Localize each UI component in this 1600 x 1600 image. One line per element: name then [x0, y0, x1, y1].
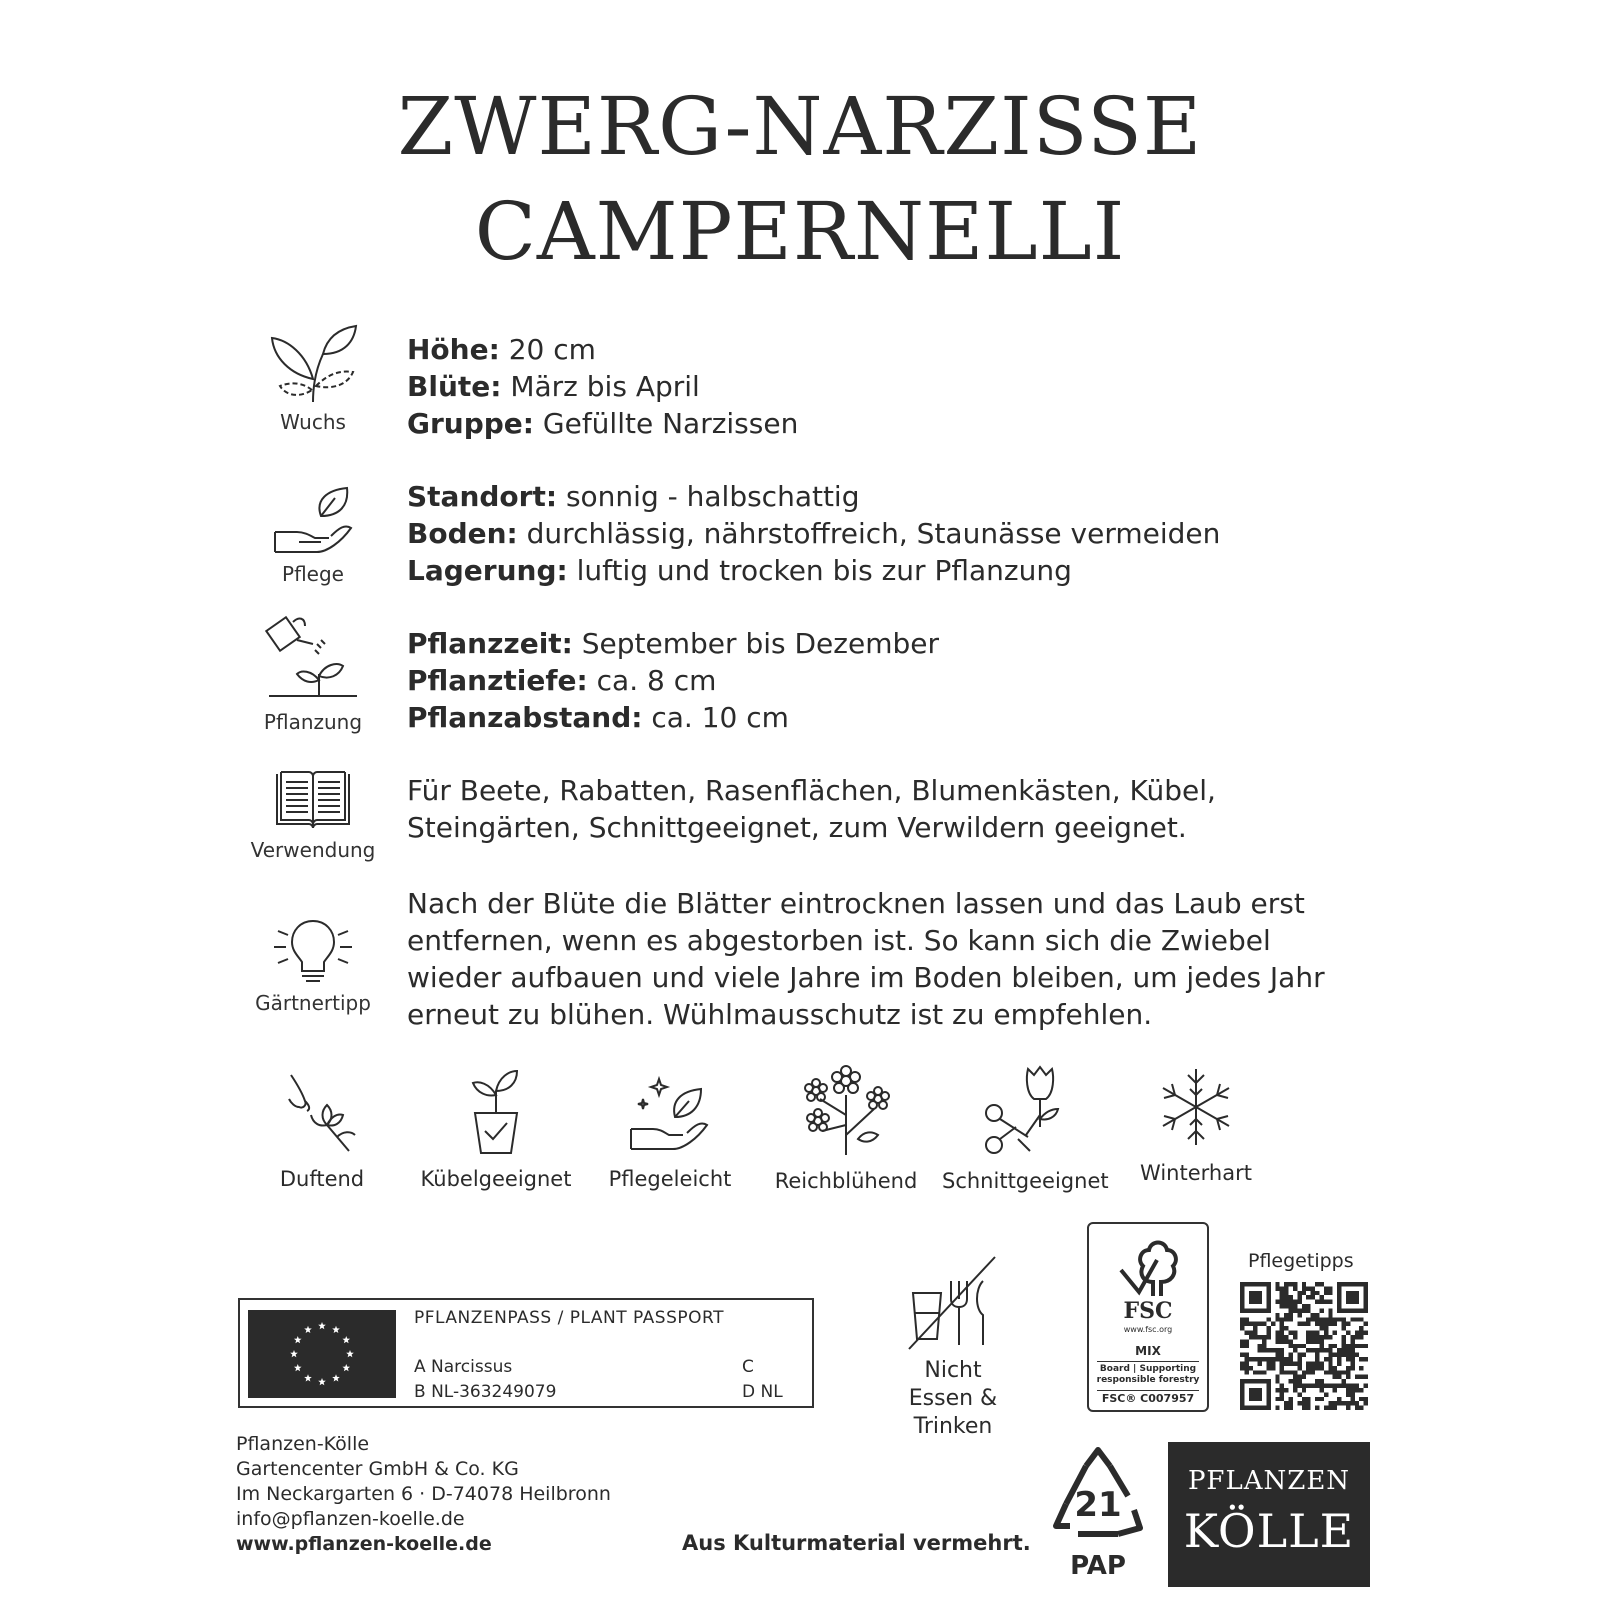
- fsc-board: [1089, 1364, 1207, 1386]
- feature-pflegeleicht-label: Pflegeleicht: [608, 1167, 732, 1191]
- no-food-line-2: Essen & Trinken: [908, 1386, 998, 1439]
- info-key: Höhe:: [407, 333, 500, 366]
- info-key: Pflanzabstand:: [407, 701, 643, 734]
- info-value: 20 cm: [499, 333, 596, 366]
- fsc-board-line-2: responsible forestry: [1096, 1375, 1200, 1385]
- info-line: Für Beete, Rabatten, Rasenflächen, Blumenkästen, Kübel,: [407, 774, 1216, 807]
- company-address: [236, 1432, 611, 1557]
- feature-kuebelgeeignet-label: Kübelgeeignet: [420, 1167, 572, 1191]
- address-website[interactable]: www.pflanzen-koelle.de: [236, 1533, 492, 1555]
- no-food-line-1: Nicht: [924, 1358, 982, 1383]
- info-key: Standort:: [407, 480, 558, 513]
- hand-sparkle-leaf-icon: [625, 1065, 715, 1155]
- section-gaertnertipp-label: Gärtnertipp: [255, 991, 371, 1015]
- section-wuchs-label: Wuchs: [280, 410, 346, 434]
- info-key: Pflanztiefe:: [407, 664, 588, 697]
- section-verwendung-label: Verwendung: [250, 838, 376, 862]
- info-row: [407, 552, 1220, 589]
- recycling-icon: [1048, 1446, 1148, 1586]
- info-value: März bis April: [501, 370, 700, 403]
- info-line: Nach der Blüte die Blätter eintrocknen lassen und das Laub erst: [407, 887, 1305, 920]
- brand-line-2: KÖLLE: [1183, 1504, 1355, 1558]
- info-row: [407, 405, 798, 442]
- feature-reichbluehend-label: Reichblühend: [774, 1169, 918, 1193]
- info-row: [407, 699, 939, 736]
- address-email[interactable]: info@pflanzen-koelle.de: [236, 1508, 465, 1530]
- eu-star-icon: [318, 1378, 326, 1385]
- fsc-tree-check-icon: [1109, 1230, 1189, 1302]
- eu-star-icon: [294, 1336, 302, 1343]
- info-value: durchlässig, nährstoffreich, Staunässe vermeiden: [517, 517, 1221, 550]
- passport-field-b: B NL-363249079: [414, 1382, 557, 1402]
- nose-flower-icon: [277, 1065, 367, 1155]
- info-row: [407, 515, 1220, 552]
- passport-header: PFLANZENPASS / PLANT PASSPORT: [414, 1308, 724, 1328]
- section-pflege-icon-cell: [248, 486, 378, 586]
- feature-pflegeleicht: [590, 1065, 750, 1191]
- address-line: Gartencenter GmbH & Co. KG: [236, 1458, 519, 1480]
- fsc-url: www.fsc.org: [1123, 1325, 1173, 1334]
- eu-star-icon: [304, 1326, 312, 1333]
- info-value: Gefüllte Narzissen: [534, 407, 799, 440]
- hand-leaf-icon: [271, 486, 355, 556]
- seedling-leaves-icon: [268, 324, 358, 404]
- eu-star-icon: [342, 1336, 350, 1343]
- section-gaertnertipp-info: [407, 885, 1325, 1033]
- feature-winterhart: [1116, 1065, 1276, 1185]
- fsc-divider: [1097, 1361, 1199, 1362]
- eu-star-icon: [294, 1364, 302, 1371]
- info-line: erneut zu blühen. Wühlmausschutz ist zu empfehlen.: [407, 998, 1153, 1031]
- culture-note: Aus Kulturmaterial vermehrt.: [682, 1531, 1031, 1555]
- recycle-code: PAP: [1070, 1551, 1126, 1581]
- qr-code-icon[interactable]: [1240, 1282, 1368, 1410]
- feature-duftend: [242, 1065, 402, 1191]
- info-key: Boden:: [407, 517, 518, 550]
- title-line-1: ZWERG-NARZISSE: [397, 80, 1203, 173]
- section-wuchs-icon-cell: [248, 324, 378, 434]
- info-value: September bis Dezember: [572, 627, 939, 660]
- eu-star-icon: [346, 1350, 354, 1357]
- feature-winterhart-label: Winterhart: [1140, 1161, 1252, 1185]
- flower-bunch-icon: [798, 1065, 894, 1157]
- section-gaertnertipp-icon-cell: [248, 915, 378, 1015]
- feature-schnittgeeignet: [942, 1065, 1109, 1193]
- info-line: entfernen, wenn es abgestorben ist. So kann sich die Zwiebel: [407, 924, 1271, 957]
- info-key: Blüte:: [407, 370, 502, 403]
- watering-can-icon: [265, 614, 361, 704]
- eu-star-icon: [332, 1374, 340, 1381]
- info-value: sonnig - halbschattig: [557, 480, 860, 513]
- eu-star-icon: [290, 1350, 298, 1357]
- info-line: Steingärten, Schnittgeeignet, zum Verwildern geeignet.: [407, 811, 1187, 844]
- eu-star-icon: [342, 1364, 350, 1371]
- title-line-2: CAMPERNELLI: [474, 185, 1126, 278]
- fsc-divider: [1097, 1390, 1199, 1391]
- passport-field-c: C: [742, 1357, 754, 1377]
- eu-star-icon: [318, 1322, 326, 1329]
- scissors-tulip-icon: [976, 1065, 1068, 1157]
- section-pflanzung-icon-cell: [248, 614, 378, 734]
- light-bulb-icon: [270, 915, 356, 985]
- no-food-drink-icon: [903, 1253, 1003, 1353]
- section-pflege-info: [407, 478, 1220, 589]
- brand-logo: [1168, 1442, 1370, 1587]
- no-food-warning: [868, 1253, 1038, 1441]
- brand-line-1: PFLANZEN: [1187, 1466, 1351, 1496]
- snowflake-icon: [1154, 1065, 1238, 1149]
- recycle-number: 21: [1074, 1485, 1122, 1525]
- info-row: [407, 368, 798, 405]
- feature-reichbluehend: [766, 1065, 926, 1193]
- section-pflanzung-info: [407, 625, 939, 736]
- info-row: [407, 331, 798, 368]
- fsc-board-line-1: Board | Supporting: [1099, 1364, 1197, 1374]
- address-line: Im Neckargarten 6 · D-74078 Heilbronn: [236, 1483, 611, 1505]
- qr-label: Pflegetipps: [1248, 1250, 1354, 1272]
- info-line: wieder aufbauen und viele Jahre im Boden bleiben, um jedes Jahr: [407, 961, 1325, 994]
- address-line: Pflanzen-Kölle: [236, 1433, 370, 1455]
- info-value: ca. 10 cm: [642, 701, 789, 734]
- feature-kuebelgeeignet: [416, 1065, 576, 1191]
- section-verwendung-info: [407, 772, 1216, 846]
- info-row: [407, 662, 939, 699]
- eu-star-icon: [332, 1326, 340, 1333]
- info-row: [407, 625, 939, 662]
- info-value: ca. 8 cm: [587, 664, 717, 697]
- passport-field-d: D NL: [742, 1382, 783, 1402]
- fsc-code: FSC® C007957: [1101, 1392, 1195, 1405]
- info-key: Pflanzzeit:: [407, 627, 573, 660]
- feature-schnittgeeignet-label: Schnittgeeignet: [942, 1169, 1109, 1193]
- potted-plant-icon: [451, 1065, 541, 1155]
- eu-flag-icon: [248, 1310, 396, 1398]
- info-key: Lagerung:: [407, 554, 568, 587]
- info-value: luftig und trocken bis zur Pflanzung: [567, 554, 1072, 587]
- fsc-label: [1087, 1222, 1209, 1412]
- feature-duftend-label: Duftend: [279, 1167, 365, 1191]
- plant-passport: [238, 1298, 814, 1408]
- section-pflanzung-label: Pflanzung: [263, 710, 363, 734]
- fsc-mix: MIX: [1135, 1344, 1161, 1358]
- section-wuchs-info: [407, 331, 798, 442]
- fsc-word: FSC: [1123, 1298, 1173, 1324]
- section-pflege-label: Pflege: [282, 562, 344, 586]
- open-book-icon: [273, 768, 353, 832]
- info-key: Gruppe:: [407, 407, 534, 440]
- passport-field-a: A Narcissus: [414, 1357, 513, 1377]
- section-verwendung-icon-cell: [248, 768, 378, 862]
- info-row: [407, 478, 1220, 515]
- eu-star-icon: [304, 1374, 312, 1381]
